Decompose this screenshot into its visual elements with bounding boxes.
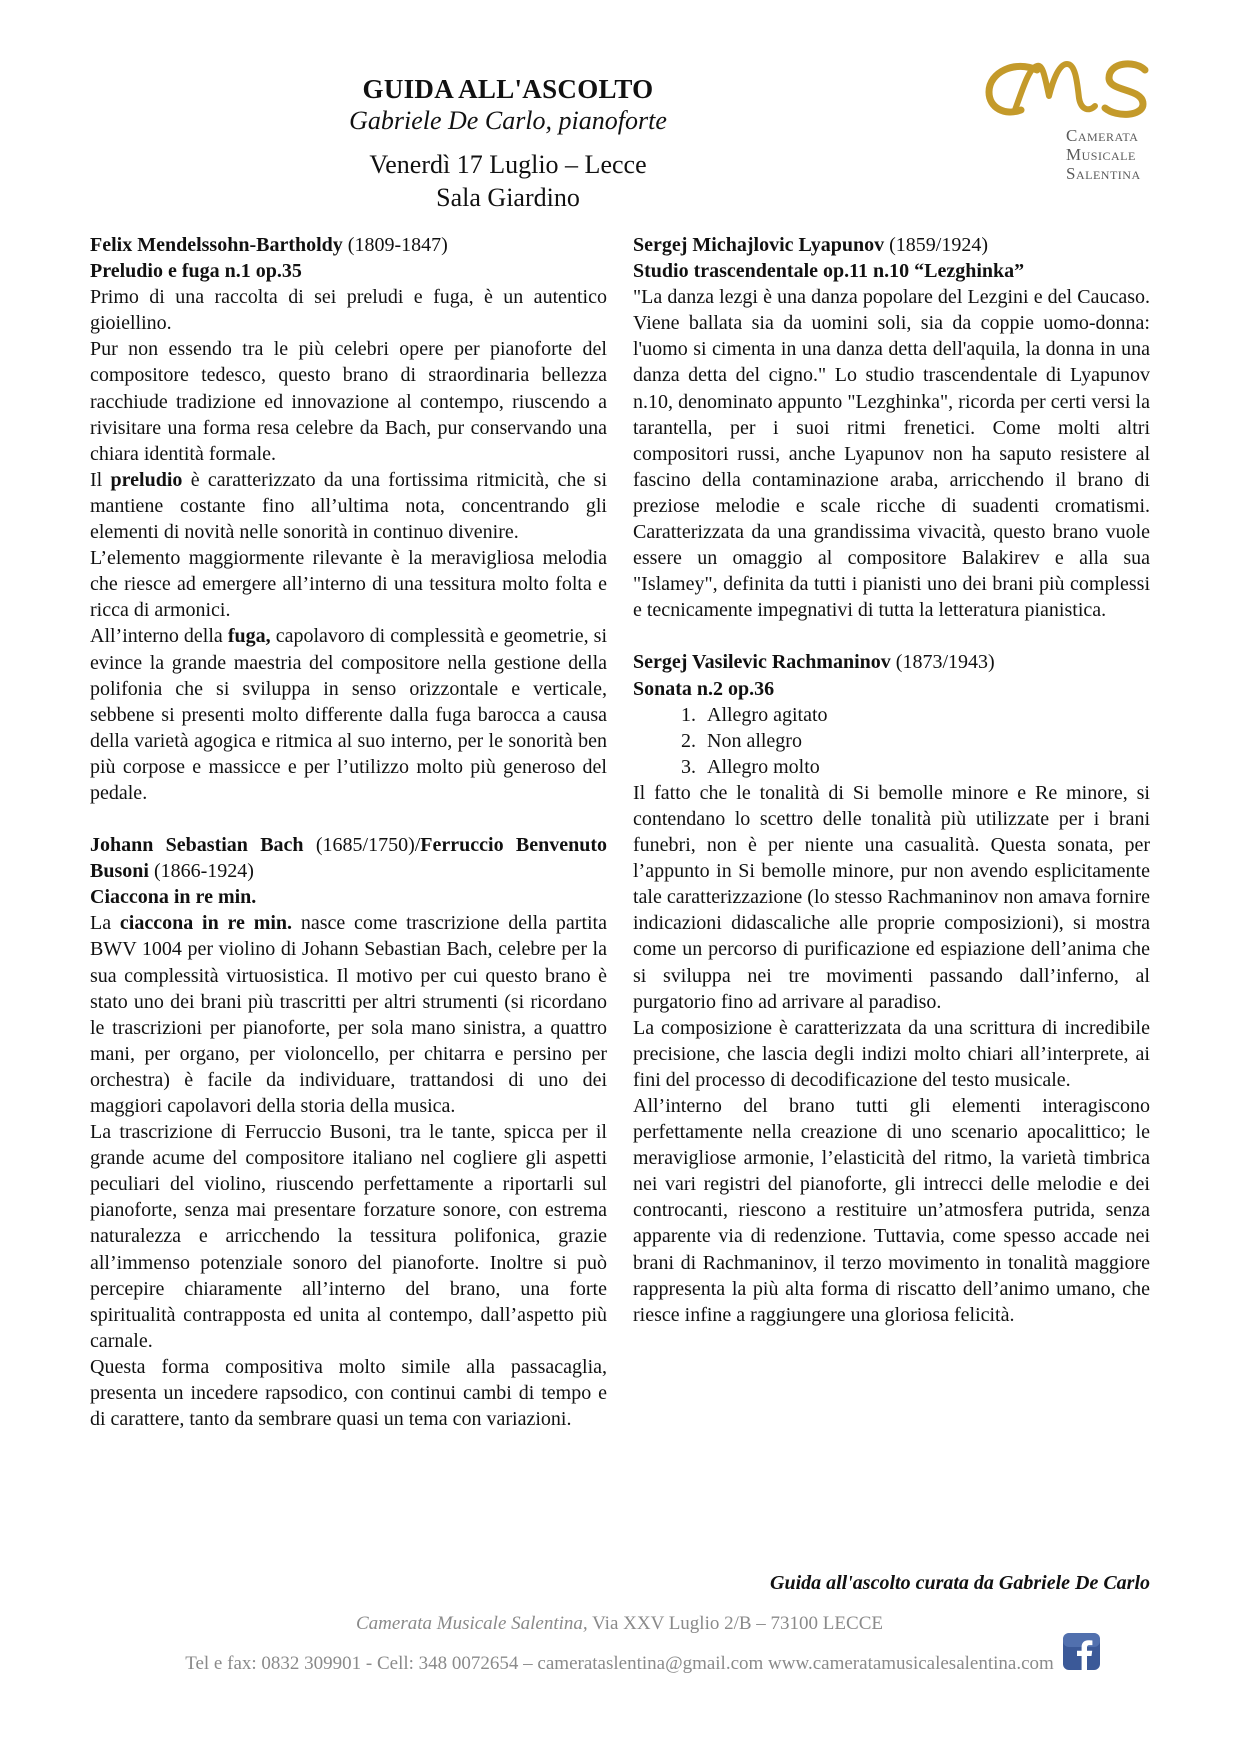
movement-list [633,702,1150,780]
logo-line-1: Camerata [1066,126,1139,145]
text-run: Il [90,468,111,491]
emphasis: fuga, [227,625,271,648]
paragraph: Questa forma compositiva molto simile alla passacaglia, presenta un incedere rapsodico, con continui cambi di tempo e di carattere, tanto da sembrare quasi un tema con variazioni. [90,1355,607,1431]
paragraph: "La danza lezgi è una danza popolare del Lezgini e del Caucaso. Viene ballata sia da uomini soli, sia da coppie uomo-donna: l'uomo si cimenta in una danza detta dell'aquila, la donna in una danza detta del cigno." Lo studio trascendentale di Lyapunov n.10, denominato appunto "Lezghinka", ricorda per certi versi la tarantella, per i suoi ritmi frenetici. Come molti altri compositori russi, anche Lyapunov non ha saputo resistere al fascino della contaminazione araba, arricchendo il brano di preziose melodie e scale ricche di suadenti cromatismi. Caratterizzata da una grandissima vivacità, questo brano vuole essere un omaggio al compositore Balakirev e alla sua "Islamey", definita da tutti i pianisti uno dei brani più complessi e tecnicamente impegnativi di tutta la letteratura pianistica. [633,286,1150,622]
text-run: capolavoro di complessità e geometrie, si evince la grande maestria del compositore nella gestione della polifonia che si sviluppa in senso orizzontale e verticale, sebbene si presenti molto differente dalla fuga barocca a causa della varietà agogica e ritmica al suo interno, per le sonorità ben più corpose e massicce e per l’utilizzo molto più generoso del pedale. [90,625,608,804]
page-header [0,72,1016,214]
text-run: La [90,912,120,935]
piece-heading [633,232,1150,258]
left-column [90,232,607,1432]
movement-item: 3. Allegro molto [701,754,1150,780]
text-run: è caratterizzato da una fortissima ritmicità, che si mantiene costante fino all’ultima nota, concentrando gli elementi di novità nelle sonorità in continuo divenire. [90,468,608,544]
paragraph [90,467,607,545]
composer-dates: (1859/1924) [884,234,988,256]
piece-heading [90,232,607,258]
text-run: All’interno della [90,625,228,648]
composer-name: Felix Mendelssohn-Bartholdy [90,234,343,256]
work-title: Ciaccona in re min. [90,886,257,909]
emphasis: ciaccona in re min. [119,912,293,935]
concert-date: Venerdì 17 Luglio – Lecce [369,150,647,179]
work-title: Studio trascendentale op.11 n.10 “Lezghinka” [633,260,1025,283]
facebook-icon[interactable] [1063,1633,1100,1670]
composer-name: Sergej Michajlovic Lyapunov [633,234,885,256]
logo-wordmark [1066,126,1176,183]
composer-dates: (1866-1924) [148,860,254,883]
footer-address [0,1612,1239,1636]
composer-dates: (1685/1750)/ [303,834,421,857]
paragraph: Il fatto che le tonalità di Si bemolle minore e Re minore, si contendano lo scettro delle tonalità più utilizzate per i brani funebri, non è per niente una casualità. Questa sonata, per l’appunto in Si bemolle minore, pur non avendo esplicitamente tale caratterizzazione (lo stesso Rachmaninov non amava fornire indicazioni didascaliche alle proprie composizioni), si mostra come un percorso di purificazione ed espiazione dell’anima che si sviluppa nei tre movimenti passando dall’inferno, al purgatorio fino ad arrivare al paradiso. [633,781,1150,1013]
paragraph: Primo di una raccolta di sei preludi e fuga, è un autentico gioiellino. [90,286,607,335]
work-title: Preludio e fuga n.1 op.35 [90,260,302,283]
page-title: GUIDA ALL'ASCOLTO [362,74,654,104]
logo-line-3: Salentina [1066,164,1141,183]
composer-name: Sergej Vasilevic Rachmaninov [633,651,891,674]
movement-item: 2. Non allegro [701,728,1150,754]
movement-item: 1. Allegro agitato [701,702,1150,728]
work-title: Sonata n.2 op.36 [633,677,775,700]
paragraph [90,910,607,1119]
paragraph: La trascrizione di Ferruccio Busoni, tra le tante, spicca per il grande acume del compositore italiano nel cogliere gli aspetti peculiari del violino, riuscendo perfettamente a riportarli sul pianoforte, senza mai presentare forzature sonore, con estrema naturalezza e arricchendo la tessitura polifonica, grazie all’immenso potenziale sonoro del pianoforte. Inoltre si può percepire chiaramente all’interno del brano, una forte spiritualità contrapposta ed unita al contempo, dall’aspetto più carnale. [90,1121,607,1352]
performer-subtitle: Gabriele De Carlo, pianoforte [349,106,667,135]
composer-name: Johann Sebastian Bach [90,834,304,857]
emphasis: preludio [110,468,183,491]
composer-dates: (1809-1847) [342,234,448,256]
composer-name: Ferruccio Benvenuto Busoni [90,834,607,883]
footer-contacts: Tel e fax: 0832 309901 - Cell: 348 0072654 – camerataslentina@gmail.com www.cameratamusicalesalentina.com [185,1653,1054,1674]
piece-heading [90,832,607,884]
footer-address-text: Via XXV Luglio 2/B – 73100 LECCE [587,1613,883,1634]
paragraph: All’interno del brano tutti gli elementi interagiscono perfettamente nella creazione di uno scenario apocalittico; le meravigliose armonie, l’elasticità del ritmo, la varietà timbrica nei vari registri del pianoforte, gli intrecci delle melodie e dei controcanti, riescono a restituire un’atmosfera putrida, senza apparente via di redenzione. Tuttavia, come spesso accade nei brani di Rachmaninov, il terzo movimento in tonalità maggiore rappresenta la più alta forma di riscatto dell’animo umano, che riesce infine a raggiungere una gloriosa felicità. [633,1095,1150,1326]
author-signature: Guida all'ascolto curata da Gabriele De Carlo [770,1572,1150,1594]
composer-dates: (1873/1943) [890,651,995,674]
concert-venue: Sala Giardino [436,183,580,212]
paragraph: L’elemento maggiormente rilevante è la meravigliosa melodia che riesce ad emergere all’interno di una tessitura molto folta e ricca di armonici. [90,547,607,622]
right-column [633,232,1150,1328]
paragraph: Pur non essendo tra le più celebri opere per pianoforte del compositore tedesco, questo brano di straordinaria bellezza racchiude tradizione ed innovazione al contempo, riuscendo a rivisitare una forma resa celebre da Bach, pur conservando una chiara identità formale. [90,338,607,465]
footer-org: Camerata Musicale Salentina, [356,1613,588,1634]
piece-heading [633,649,1150,675]
logo-line-2: Musicale [1066,145,1136,164]
paragraph [90,623,607,806]
text-run: nasce come trascrizione della partita BWV 1004 per violino di Johann Sebastian Bach, celebre per la sua complessità virtuosistica. Il motivo per cui questo brano è stato uno dei brani più trascritti per altri strumenti (si ricordano le trascrizioni per pianoforte, per sola mano sinistra, a quattro mani, per organo, per violoncello, per chitarra e persino per orchestra) è facile da individuare, trattandosi di uno dei maggiori capolavori della storia della musica. [90,912,607,1117]
paragraph: La composizione è caratterizzata da una scrittura di incredibile precisione, che lascia degli indizi molto chiari all’interprete, ai fini del processo di decodificazione del testo musicale. [633,1016,1150,1091]
